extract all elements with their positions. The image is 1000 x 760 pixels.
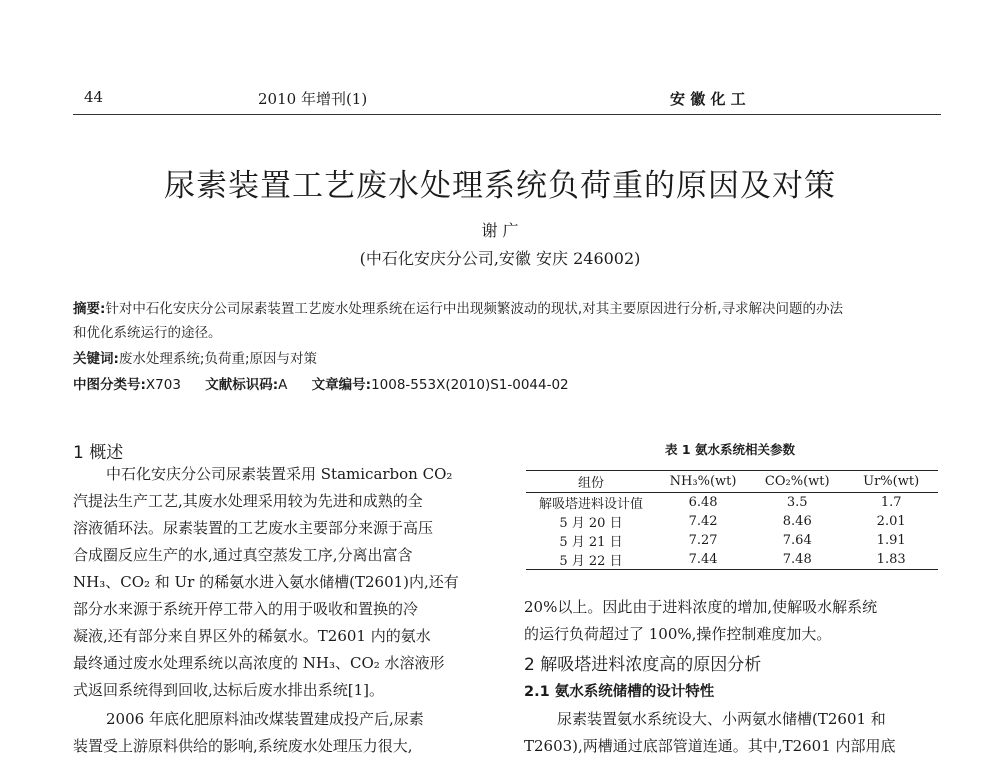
table-cell: 2.01 — [876, 514, 906, 529]
table-cell: 5 月 22 日 — [526, 550, 656, 570]
table-header-cell: 组份 — [526, 471, 656, 493]
table-cell: 7.44 — [656, 550, 750, 570]
body-line: 溶液循环法。尿素装置的工艺废水主要部分来源于高压 — [73, 519, 434, 537]
classification-line — [73, 373, 569, 393]
table-row — [526, 550, 938, 570]
body-line: 合成圈反应生产的水,通过真空蒸发工序,分离出富含 — [73, 546, 413, 564]
section-2-heading: 2 解吸塔进料浓度高的原因分析 — [524, 655, 762, 675]
table-cell: 8.46 — [782, 514, 812, 529]
page-number: 44 — [84, 88, 104, 106]
journal-issue: 2010 年增刊(1) — [258, 90, 368, 108]
clc-value: X703 — [145, 377, 181, 393]
body-line: 凝液,还有部分来自界区外的稀氨水。T2601 内的氨水 — [73, 627, 431, 645]
table-header-cell: NH₃%(wt) — [656, 471, 750, 493]
keywords-line — [73, 347, 317, 367]
body-line: NH₃、CO₂ 和 Ur 的稀氨水进入氨水储槽(T2601)内,还有 — [73, 573, 459, 591]
table-cell: 5 月 20 日 — [559, 516, 623, 531]
subsection-2-1-heading: 2.1 氨水系统储槽的设计特性 — [524, 684, 715, 700]
article-number-value: 1008-553X(2010)S1-0044-02 — [371, 377, 569, 393]
article-title: 尿素装置工艺废水处理系统负荷重的原因及对策 — [164, 168, 836, 204]
table-cell: 1.7 — [880, 495, 902, 510]
table-row — [526, 493, 938, 513]
table-cell: 6.48 — [688, 495, 718, 510]
article-number-label: 文章编号: — [311, 377, 372, 393]
table-cell: 3.5 — [786, 495, 808, 510]
abstract-line-1 — [73, 297, 843, 317]
body-line: 2006 年底化肥原料油改煤装置建成投产后,尿素 — [106, 710, 424, 728]
abstract-text-1: 针对中石化安庆分公司尿素装置工艺废水处理系统在运行中出现频繁波动的现状,对其主要原因进行分析,寻求解决问题的办法 — [105, 301, 843, 317]
keywords-text: 废水处理系统;负荷重;原因与对策 — [118, 351, 318, 367]
table-header-row — [526, 471, 938, 493]
table-cell: 1.91 — [876, 533, 906, 548]
table-row — [526, 531, 938, 550]
journal-name: 安 徽 化 工 — [670, 90, 746, 108]
keywords-label: 关键词: — [73, 351, 119, 367]
table-1-caption: 表 1 氨水系统相关参数 — [665, 442, 795, 457]
table-header-cell: Ur%(wt) — [844, 471, 938, 493]
header-rule — [73, 114, 941, 115]
body-line: 汽提法生产工艺,其废水处理采用较为先进和成熟的全 — [73, 492, 423, 510]
table-1 — [526, 470, 938, 570]
table-row — [526, 512, 938, 531]
body-line: T2603),两槽通过底部管道连通。其中,T2601 内部用底 — [524, 737, 896, 755]
abstract-line-2: 和优化系统运行的途径。 — [73, 325, 222, 341]
body-line: 的运行负荷超过了 100%,操作控制难度加大。 — [524, 625, 832, 643]
body-line: 中石化安庆分公司尿素装置采用 Stamicarbon CO₂ — [106, 465, 453, 483]
table-cell: 7.42 — [688, 514, 718, 529]
table-cell: 7.64 — [782, 533, 812, 548]
table-cell: 7.27 — [688, 533, 718, 548]
doc-code-value: A — [278, 377, 288, 393]
clc-label: 中图分类号: — [73, 377, 146, 393]
author: 谢 广 — [481, 221, 519, 240]
body-line: 式返回系统得到回收,达标后废水排出系统[1]。 — [73, 681, 385, 699]
section-1-heading: 1 概述 — [73, 443, 124, 463]
body-line: 最终通过废水处理系统以高浓度的 NH₃、CO₂ 水溶液形 — [73, 654, 445, 672]
table-header-cell: CO₂%(wt) — [750, 471, 844, 493]
abstract-label: 摘要: — [73, 301, 106, 317]
table-cell: 1.83 — [844, 550, 938, 570]
table-cell: 7.48 — [750, 550, 844, 570]
body-line: 尿素装置氨水系统设大、小两氨水储槽(T2601 和 — [557, 710, 886, 728]
doc-code-label: 文献标识码: — [205, 377, 279, 393]
body-line: 部分水来源于系统开停工带入的用于吸收和置换的冷 — [73, 600, 419, 618]
table-cell: 5 月 21 日 — [559, 535, 623, 550]
body-line: 20%以上。因此由于进料浓度的增加,使解吸水解系统 — [524, 598, 878, 616]
table-cell: 解吸塔进料设计值 — [538, 497, 643, 512]
affiliation: (中石化安庆分公司,安徽 安庆 246002) — [359, 249, 641, 268]
body-line: 装置受上游原料供给的影响,系统废水处理压力很大, — [73, 737, 413, 755]
